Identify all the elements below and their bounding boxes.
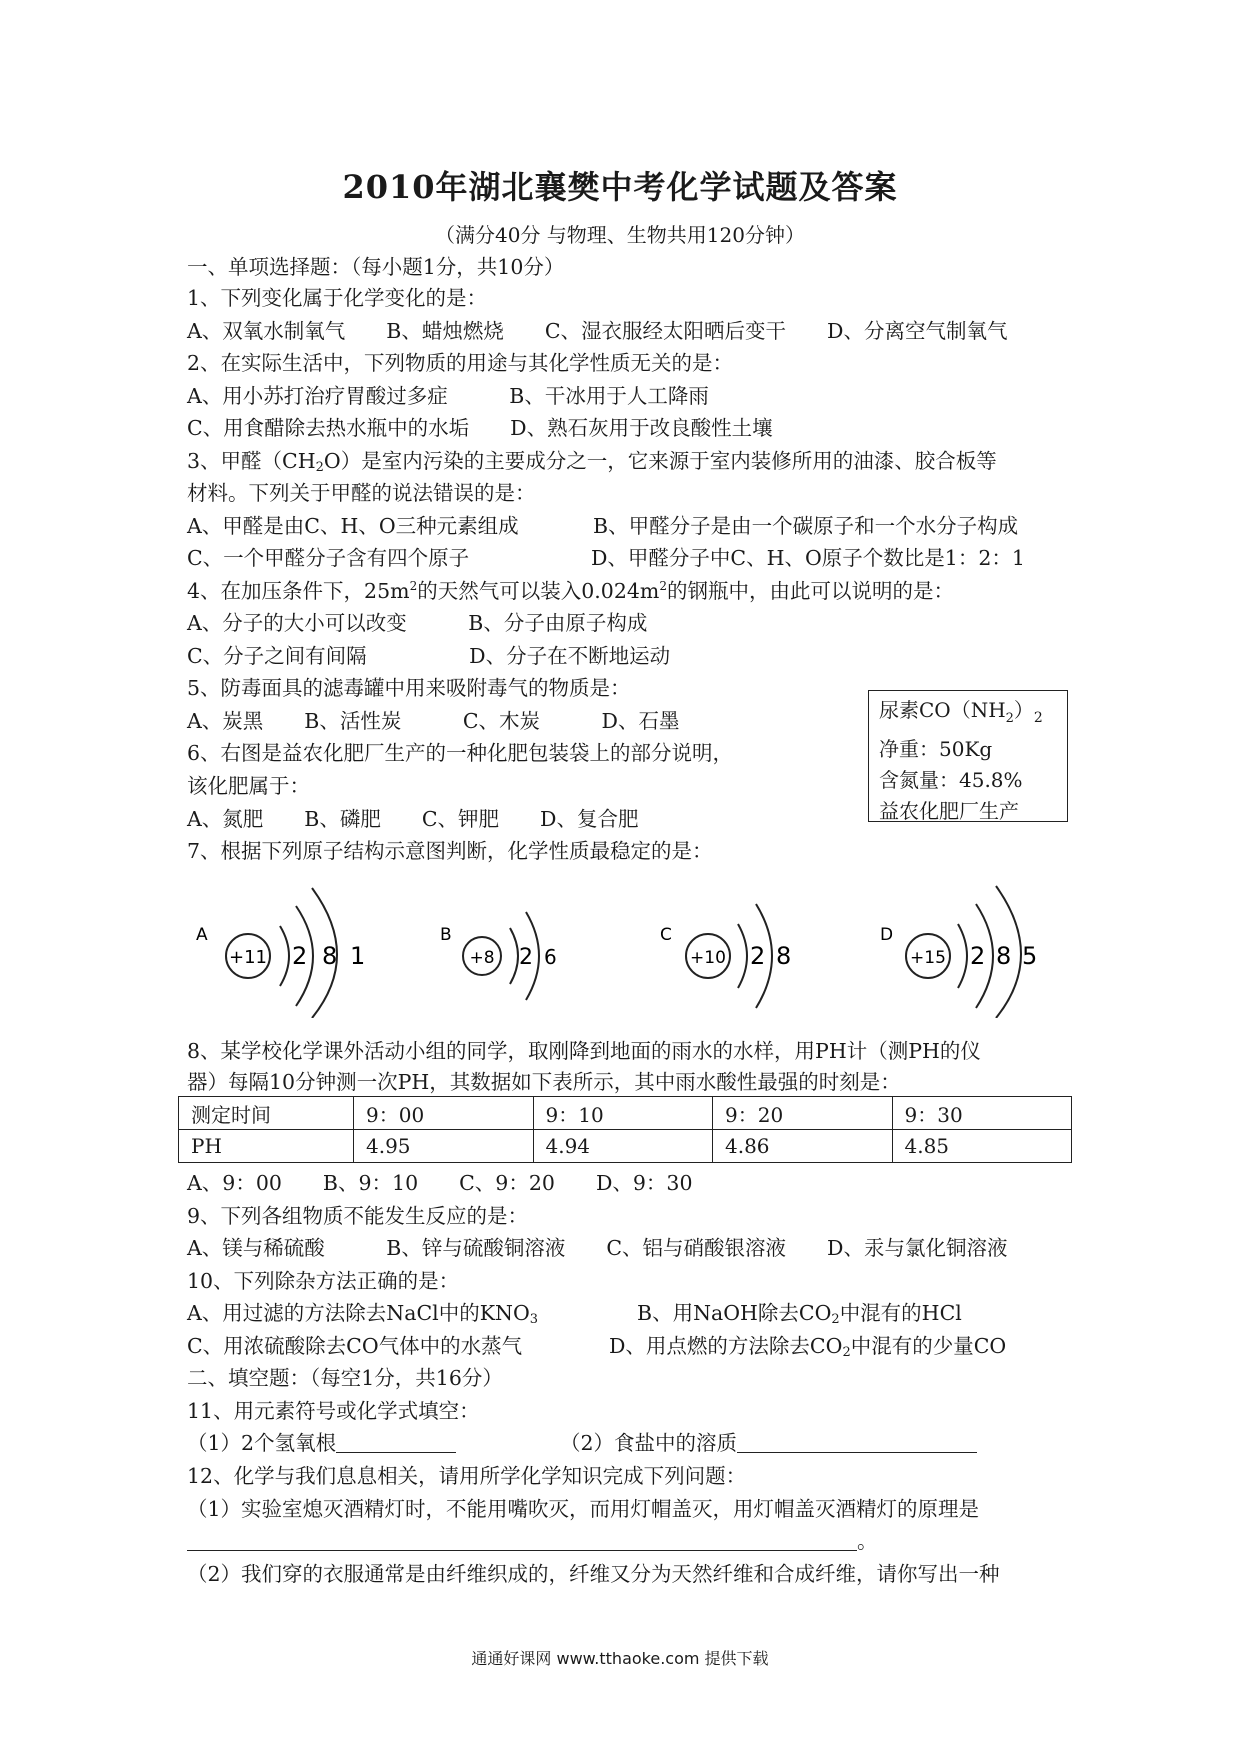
q1-stem: 1、下列变化属于化学变化的是： bbox=[187, 286, 488, 310]
q3-option-d: D、甲醛分子中C、H、O原子个数比是1：2：1 bbox=[591, 546, 1025, 570]
table-cell: 9：10 bbox=[533, 1097, 713, 1130]
atom-d-nucleus: +15 bbox=[910, 948, 946, 968]
q4-options-cd: C、分子之间有间隔 D、分子在不断地运动 bbox=[187, 644, 671, 668]
q3-stem-pre: 3、甲醛（CH bbox=[187, 449, 316, 473]
q12-stem: 12、化学与我们息息相关，请用所学化学知识完成下列问题： bbox=[187, 1464, 747, 1488]
fertilizer-label-box bbox=[868, 690, 1068, 822]
q3-stem-post: O）是室内污染的主要成分之一，它来源于室内装修所用的油漆、胶合板等 bbox=[323, 449, 997, 473]
atom-b-shell-count-1: 2 bbox=[519, 945, 533, 970]
atom-d-shell-count-3: 5 bbox=[1022, 942, 1038, 970]
q4-sup-1: 2 bbox=[409, 579, 418, 593]
atom-d-label: D bbox=[880, 925, 894, 945]
q11-answer-blank-2[interactable] bbox=[737, 1432, 977, 1453]
q9-options: A、镁与稀硫酸 B、锌与硫酸铜溶液 C、铝与硝酸银溶液 D、汞与氯化铜溶液 bbox=[187, 1236, 1008, 1260]
label-line-4: 益农化肥厂生产 bbox=[879, 799, 1019, 823]
label-line-3: 含氮量：45.8% bbox=[879, 768, 1023, 792]
table-row bbox=[179, 1130, 1072, 1163]
q12-answer-blank-1[interactable] bbox=[187, 1530, 857, 1551]
q3-option-a: A、甲醛是由C、H、O三种元素组成 bbox=[187, 514, 519, 538]
atom-c-shell-1 bbox=[738, 924, 747, 988]
page-footer: 通通好课网 www.tthaoke.com 提供下载 bbox=[471, 1649, 769, 1668]
q10-option-d bbox=[609, 1333, 1006, 1359]
atom-b-shell-count-2: 6 bbox=[544, 945, 557, 969]
q7-stem: 7、根据下列原子结构示意图判断，化学性质最稳定的是： bbox=[187, 839, 713, 863]
q10-option-c: C、用浓硫酸除去CO气体中的水蒸气 bbox=[187, 1334, 523, 1358]
q4-sup-2: 2 bbox=[659, 579, 667, 593]
label-line-1-sub: 2 bbox=[1005, 711, 1014, 726]
atom-structure-diagrams bbox=[180, 868, 1080, 1018]
table-cell: 9：20 bbox=[713, 1097, 893, 1130]
atom-d bbox=[880, 886, 1037, 1018]
q12-part-1: （1）实验室熄灭酒精灯时，不能用嘴吹灭，而用灯帽盖灭，用灯帽盖灭酒精灯的原理是 bbox=[187, 1497, 980, 1521]
label-line-1-pre: 尿素CO（NH bbox=[879, 698, 1006, 722]
q8-stem: 8、某学校化学课外活动小组的同学，取刚降到地面的雨水的水样，用PH计（测PH的仪 bbox=[187, 1039, 981, 1063]
atom-a-shell-1 bbox=[280, 926, 289, 986]
atom-a-shell-count-1: 2 bbox=[292, 942, 308, 970]
q3-stem bbox=[187, 448, 997, 474]
atom-c bbox=[660, 904, 791, 1008]
q6-stem2: 该化肥属于： bbox=[187, 774, 310, 798]
q10-option-b bbox=[637, 1300, 962, 1326]
q2-options-ab: A、用小苏打治疗胃酸过多症 B、干冰用于人工降雨 bbox=[187, 384, 709, 408]
page-title: 2010年湖北襄樊中考化学试题及答案 bbox=[342, 168, 898, 206]
q3-stem-sub: 2 bbox=[315, 460, 324, 475]
atom-a-shell-count-3: 1 bbox=[350, 942, 366, 970]
q10-option-a bbox=[187, 1300, 538, 1326]
q12-part-1-end: 。 bbox=[857, 1529, 878, 1553]
table-cell: 测定时间 bbox=[179, 1097, 354, 1130]
q3-stem2: 材料。下列关于甲醛的说法错误的是： bbox=[187, 481, 536, 505]
q10-option-d-post: 中混有的少量CO bbox=[850, 1334, 1007, 1358]
q4-stem-a: 4、在加压条件下，25m bbox=[187, 579, 410, 603]
q11-part-1 bbox=[187, 1430, 456, 1456]
q11-part-1-label: （1）2个氢氧根 bbox=[187, 1431, 337, 1455]
q8-options: A、9：00 B、9：10 C、9：20 D、9：30 bbox=[187, 1171, 693, 1195]
atom-d-shell-count-2: 8 bbox=[996, 942, 1012, 970]
q12-part-1-answer-line bbox=[187, 1528, 878, 1554]
q3-option-b: B、甲醛分子是由一个碳原子和一个水分子构成 bbox=[593, 514, 1019, 538]
atom-c-shell-count-2: 8 bbox=[776, 942, 792, 970]
q4-stem-b: 的天然气可以装入0.024m bbox=[417, 579, 660, 603]
q1-options: A、双氧水制氧气 B、蜡烛燃烧 C、湿衣服经太阳晒后变干 D、分离空气制氧气 bbox=[187, 319, 1008, 343]
q10-option-a-sub: 3 bbox=[529, 1312, 539, 1327]
atom-a-label: A bbox=[196, 925, 208, 945]
q10-option-b-sub: 2 bbox=[831, 1312, 840, 1327]
atom-a-shell-count-2: 8 bbox=[322, 942, 338, 970]
q2-stem: 2、在实际生活中，下列物质的用途与其化学性质无关的是： bbox=[187, 351, 734, 375]
q4-stem bbox=[187, 578, 954, 604]
q4-stem-c: 的钢瓶中，由此可以说明的是： bbox=[667, 579, 954, 603]
q11-answer-blank-1[interactable] bbox=[336, 1432, 456, 1453]
q5-options: A、炭黑 B、活性炭 C、木炭 D、石墨 bbox=[187, 709, 680, 733]
q2-options-cd: C、用食醋除去热水瓶中的水垢 D、熟石灰用于改良酸性土壤 bbox=[187, 416, 773, 440]
q3-option-c: C、一个甲醛分子含有四个原子 bbox=[187, 546, 470, 570]
atom-c-shell-count-1: 2 bbox=[750, 942, 766, 970]
table-row bbox=[179, 1097, 1072, 1130]
q10-option-d-sub: 2 bbox=[842, 1345, 851, 1360]
q10-stem: 10、下列除杂方法正确的是： bbox=[187, 1269, 460, 1293]
atom-d-shell-count-1: 2 bbox=[970, 942, 986, 970]
table-cell: 4.95 bbox=[354, 1130, 534, 1163]
atom-a bbox=[196, 888, 365, 1018]
label-line-1 bbox=[879, 695, 1057, 734]
atom-b-label: B bbox=[440, 925, 452, 945]
atom-b-nucleus: +8 bbox=[469, 948, 495, 968]
table-cell: 4.86 bbox=[713, 1130, 893, 1163]
atom-d-shell-1 bbox=[958, 924, 967, 988]
q4-options-ab: A、分子的大小可以改变 B、分子由原子构成 bbox=[187, 611, 648, 635]
atom-b-shell-1 bbox=[510, 928, 518, 984]
q12-part-2: （2）我们穿的衣服通常是由纤维织成的，纤维又分为天然纤维和合成纤维，请你写出一种 bbox=[187, 1562, 1000, 1586]
section-heading-1: 一、单项选择题：（每小题1分，共10分） bbox=[187, 255, 565, 279]
q11-stem: 11、用元素符号或化学式填空： bbox=[187, 1399, 480, 1423]
table-cell: 9：00 bbox=[354, 1097, 534, 1130]
q5-stem: 5、防毒面具的滤毒罐中用来吸附毒气的物质是： bbox=[187, 676, 631, 700]
atom-a-nucleus: +11 bbox=[229, 947, 267, 968]
atom-c-nucleus: +10 bbox=[690, 948, 726, 968]
q11-part-2 bbox=[560, 1430, 977, 1456]
label-line-2: 净重：50Kg bbox=[879, 737, 993, 761]
q9-stem: 9、下列各组物质不能发生反应的是： bbox=[187, 1204, 529, 1228]
table-cell: 9：30 bbox=[892, 1097, 1072, 1130]
label-line-1-tail: 2 bbox=[1033, 710, 1043, 726]
q10-option-b-post: 中混有的HCl bbox=[839, 1301, 962, 1325]
q6-stem: 6、右图是益农化肥厂生产的一种化肥包装袋上的部分说明， bbox=[187, 741, 734, 765]
q11-part-2-label: （2）食盐中的溶质 bbox=[560, 1431, 738, 1455]
q10-option-a-text: A、用过滤的方法除去NaCl中的KNO bbox=[187, 1301, 530, 1325]
atom-b bbox=[440, 912, 557, 1000]
q8-stem2: 器）每隔10分钟测一次PH，其数据如下表所示，其中雨水酸性最强的时刻是： bbox=[187, 1070, 901, 1094]
section-heading-2: 二、填空题：（每空1分，共16分） bbox=[187, 1366, 503, 1390]
ph-table bbox=[178, 1096, 1072, 1163]
atom-c-label: C bbox=[660, 925, 672, 945]
q6-options: A、氮肥 B、磷肥 C、钾肥 D、复合肥 bbox=[187, 807, 639, 831]
page-subtitle: （满分40分 与物理、生物共用120分钟） bbox=[435, 223, 805, 247]
q10-option-b-pre: B、用NaOH除去CO bbox=[637, 1301, 832, 1325]
table-cell: PH bbox=[179, 1130, 354, 1163]
table-cell: 4.85 bbox=[892, 1130, 1072, 1163]
table-cell: 4.94 bbox=[533, 1130, 713, 1163]
label-line-1-post: ） bbox=[1013, 698, 1034, 722]
q10-option-d-pre: D、用点燃的方法除去CO bbox=[609, 1334, 843, 1358]
